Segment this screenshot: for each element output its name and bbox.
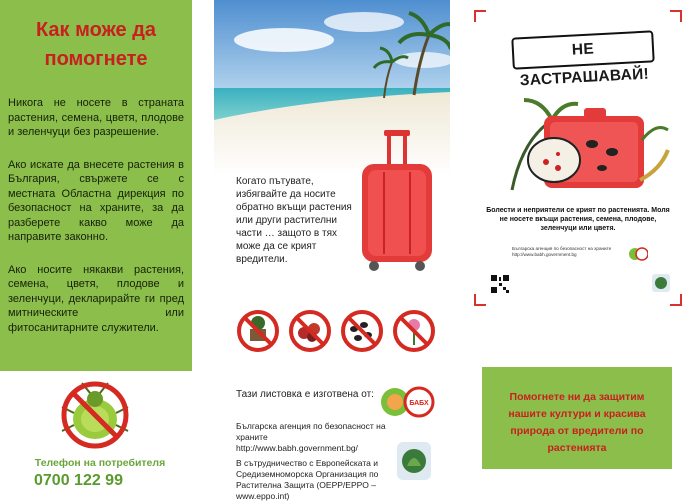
no-pests-icon: [52, 377, 138, 449]
qr-code-icon: [490, 274, 510, 294]
poster-message: Болести и неприятели се крият по растенията. Моля не носете вкъщи растения, семена, плодове, зеленчуци или цветя.: [486, 207, 670, 232]
no-plants-icon: [239, 312, 277, 350]
advice-paragraph-2: Ако искате да внесете растения в България, свържете се с местната Областна дирекция по безопасност на храните, за да разберете какво може да направите законно.: [8, 158, 184, 243]
poster: [474, 10, 682, 306]
callout-box: [482, 367, 672, 469]
made-by-label: Тази листовка е изготвена от:: [236, 389, 374, 400]
cooperation-text: В сътрудничество с Европейската и Средиземноморска Организация по Растителна Защита (OEPP/EPPO – www.eppo.int): [236, 458, 379, 501]
no-seeds-icon: [343, 312, 381, 350]
advice-paragraph-1: Никога не носете в страната растения, семена, цветя, плодове и зеленчуци без разрешение.: [8, 97, 184, 138]
poster-corner: [670, 294, 682, 306]
phone-number: 0700 122 99: [34, 472, 123, 489]
eppo-logo: [397, 442, 431, 480]
callout-text: Помогнете ни да защитим нашите култури и красива природа от вредители по растенията: [508, 391, 646, 454]
middle-panel: [214, 0, 450, 501]
advice-paragraph-3: Ако носите някакви растения, семена, цветя, плодове и зеленчуци, декларирайте ги пред митническите или фитосанитарните служители.: [8, 263, 184, 334]
poster-corner: [474, 10, 486, 22]
travel-warning-text: Когато пътувате, избягвайте да носите обратно вкъщи растения или други растителни части … защото в тях може да се крият вредители.: [236, 176, 352, 265]
phone-label: Телефон на потребителя: [34, 457, 166, 469]
agency-text: Българска агенция по безопасност на храните http://www.babh.government.bg/: [236, 421, 386, 453]
poster-title: НЕ ЗАСТРАШАВАЙ!: [511, 30, 654, 69]
left-title: Как може да помогнете: [35, 19, 157, 70]
poster-corner: [474, 294, 486, 306]
babh-logo-text: БАБХ: [409, 400, 429, 407]
poster-babh-logo: [628, 244, 648, 264]
left-panel: [0, 0, 196, 494]
no-fruit-icon: [291, 312, 329, 350]
poster-corner: [670, 10, 682, 22]
suitcase-image: [354, 130, 440, 272]
babh-logo: [377, 378, 437, 426]
right-panel: [460, 0, 696, 494]
poster-eppo-logo: [652, 274, 670, 292]
prohibited-items-icons: [234, 307, 444, 355]
advice-box: [0, 0, 192, 371]
pest-suitcase-illustration: [492, 80, 672, 200]
no-flowers-icon: [395, 312, 433, 350]
poster-agency-text: Българска агенция по безопасност на храните http://www.babh.government.bg: [512, 246, 612, 257]
